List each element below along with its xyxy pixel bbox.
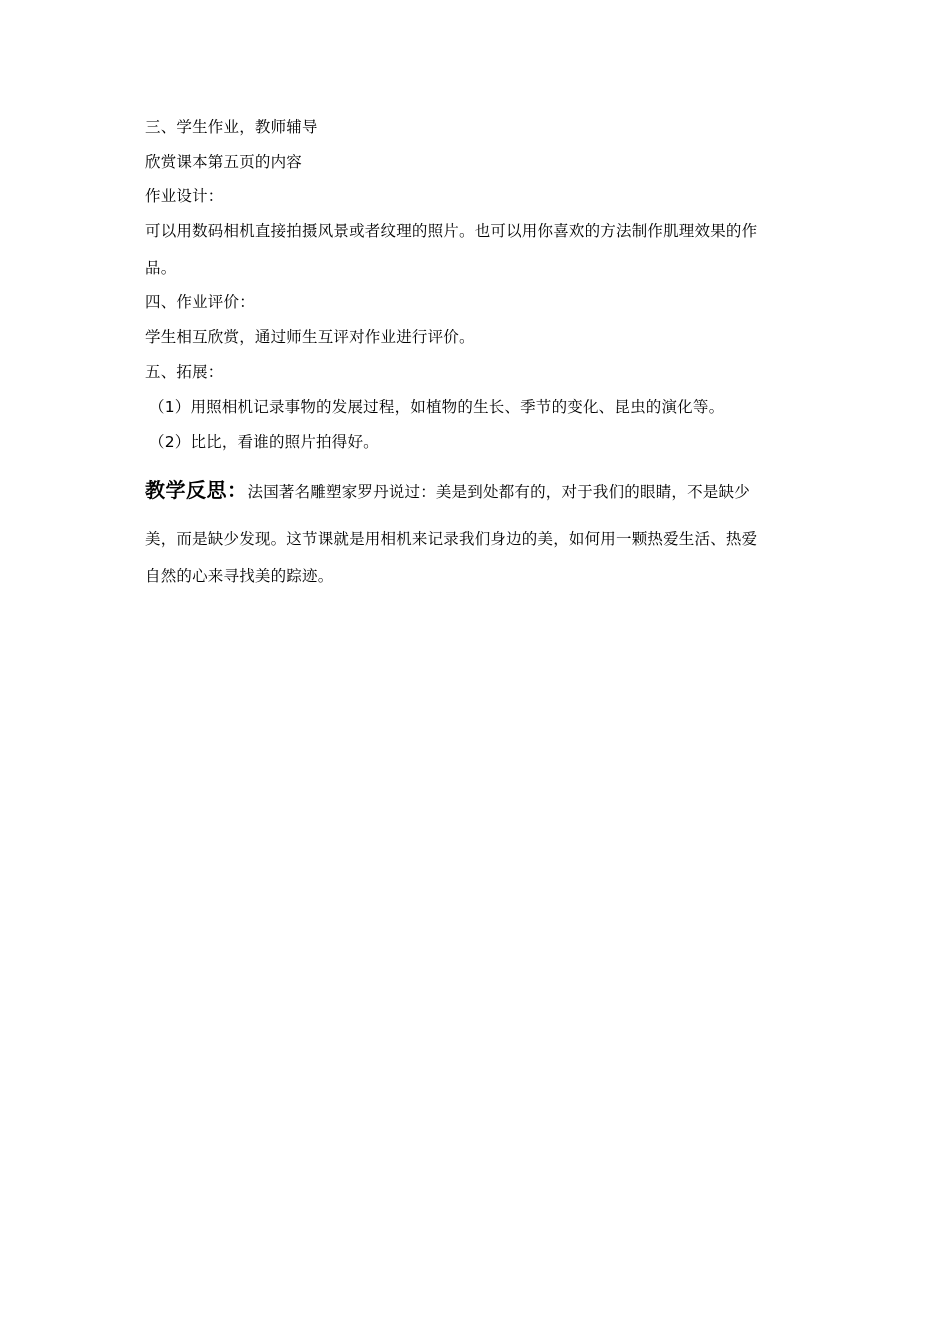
homework-design-line2: 品。 [145,259,177,277]
reflection-paragraph [145,480,750,502]
section5-item1: （1）用照相机记录事物的发展过程，如植物的生长、季节的变化、昆虫的演化等。 [149,398,725,416]
reflection-line2: 美，而是缺少发现。这节课就是用相机来记录我们身边的美，如何用一颗热爱生活、热爱 [145,530,758,548]
section4-content: 学生相互欣赏，通过师生互评对作业进行评价。 [145,328,475,346]
homework-design-line1: 可以用数码相机直接拍摄风景或者纹理的照片。也可以用你喜欢的方法制作肌理效果的作 [145,222,758,240]
reflection-line1: 法国著名雕塑家罗丹说过：美是到处都有的，对于我们的眼睛，不是缺少 [247,483,750,501]
section5-item2: （2）比比，看谁的照片拍得好。 [149,433,379,451]
section3-content: 欣赏课本第五页的内容 [145,153,303,171]
section4-heading: 四、作业评价： [145,293,255,311]
section3-heading: 三、学生作业，教师辅导 [145,118,318,136]
section5-heading: 五、拓展： [145,363,224,381]
homework-design-label: 作业设计： [145,187,224,205]
reflection-title: 教学反思： [145,478,248,502]
reflection-line3: 自然的心来寻找美的踪迹。 [145,567,334,585]
